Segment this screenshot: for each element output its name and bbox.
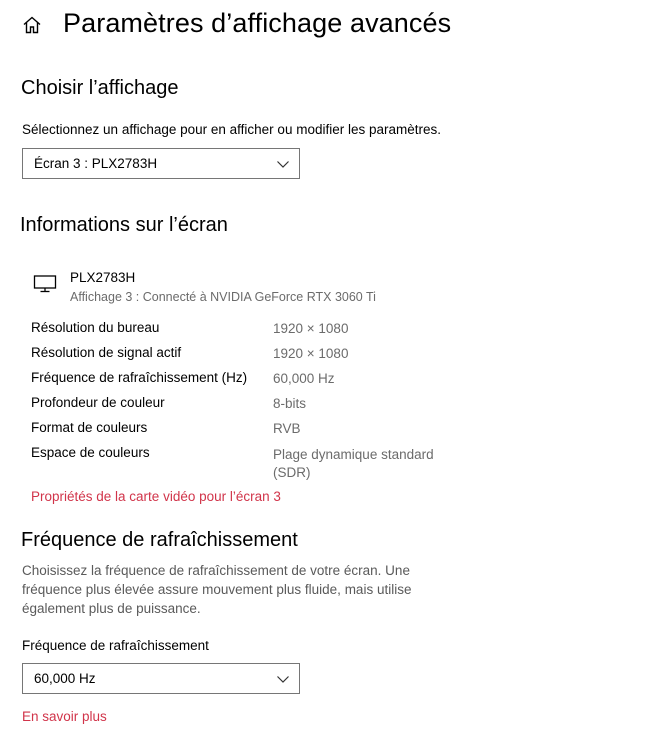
refresh-rate-title: Fréquence de rafraîchissement bbox=[21, 529, 298, 551]
info-value-signal-resolution: 1920 × 1080 bbox=[273, 346, 349, 361]
home-icon[interactable] bbox=[22, 15, 42, 35]
refresh-rate-description: Choisissez la fréquence de rafraîchissement de votre écran. Une fréquence plus élevée assure mouvement plus fluide, mais utilise également plus de puissance. bbox=[22, 563, 412, 616]
display-connection-info: Affichage 3 : Connecté à NVIDIA GeForce RTX 3060 Ti bbox=[70, 290, 376, 304]
info-label-signal-resolution: Résolution de signal actif bbox=[31, 345, 182, 360]
info-value-color-space: Plage dynamique standard (SDR) bbox=[273, 447, 434, 480]
chevron-down-icon bbox=[276, 672, 290, 686]
monitor-icon bbox=[33, 274, 57, 294]
info-value-color-depth: 8-bits bbox=[273, 396, 307, 411]
info-value-color-format: RVB bbox=[273, 421, 301, 436]
refresh-rate-field-label: Fréquence de rafraîchissement bbox=[22, 638, 209, 653]
choose-display-title: Choisir l’affichage bbox=[21, 77, 179, 99]
display-select-value: Écran 3 : PLX2783H bbox=[34, 156, 158, 171]
info-label-color-format: Format de couleurs bbox=[31, 420, 148, 435]
info-label-color-depth: Profondeur de couleur bbox=[31, 395, 165, 410]
display-select-dropdown[interactable] bbox=[22, 148, 300, 179]
refresh-rate-value: 60,000 Hz bbox=[34, 671, 96, 686]
info-label-desktop-resolution: Résolution du bureau bbox=[31, 320, 160, 335]
info-label-color-space: Espace de couleurs bbox=[31, 445, 150, 460]
display-info-title: Informations sur l’écran bbox=[20, 214, 228, 236]
page-title: Paramètres d’affichage avancés bbox=[63, 8, 452, 38]
choose-display-instruction: Sélectionnez un affichage pour en afficher ou modifier les paramètres. bbox=[22, 122, 442, 137]
refresh-rate-dropdown[interactable] bbox=[22, 663, 300, 694]
chevron-down-icon bbox=[276, 157, 290, 171]
display-name: PLX2783H bbox=[70, 270, 136, 285]
info-value-refresh-rate: 60,000 Hz bbox=[273, 371, 335, 386]
info-value-desktop-resolution: 1920 × 1080 bbox=[273, 321, 349, 336]
adapter-properties-link[interactable]: Propriétés de la carte vidéo pour l’écran 3 bbox=[31, 489, 281, 504]
learn-more-link[interactable]: En savoir plus bbox=[22, 709, 107, 724]
info-label-refresh-rate: Fréquence de rafraîchissement (Hz) bbox=[31, 370, 248, 385]
